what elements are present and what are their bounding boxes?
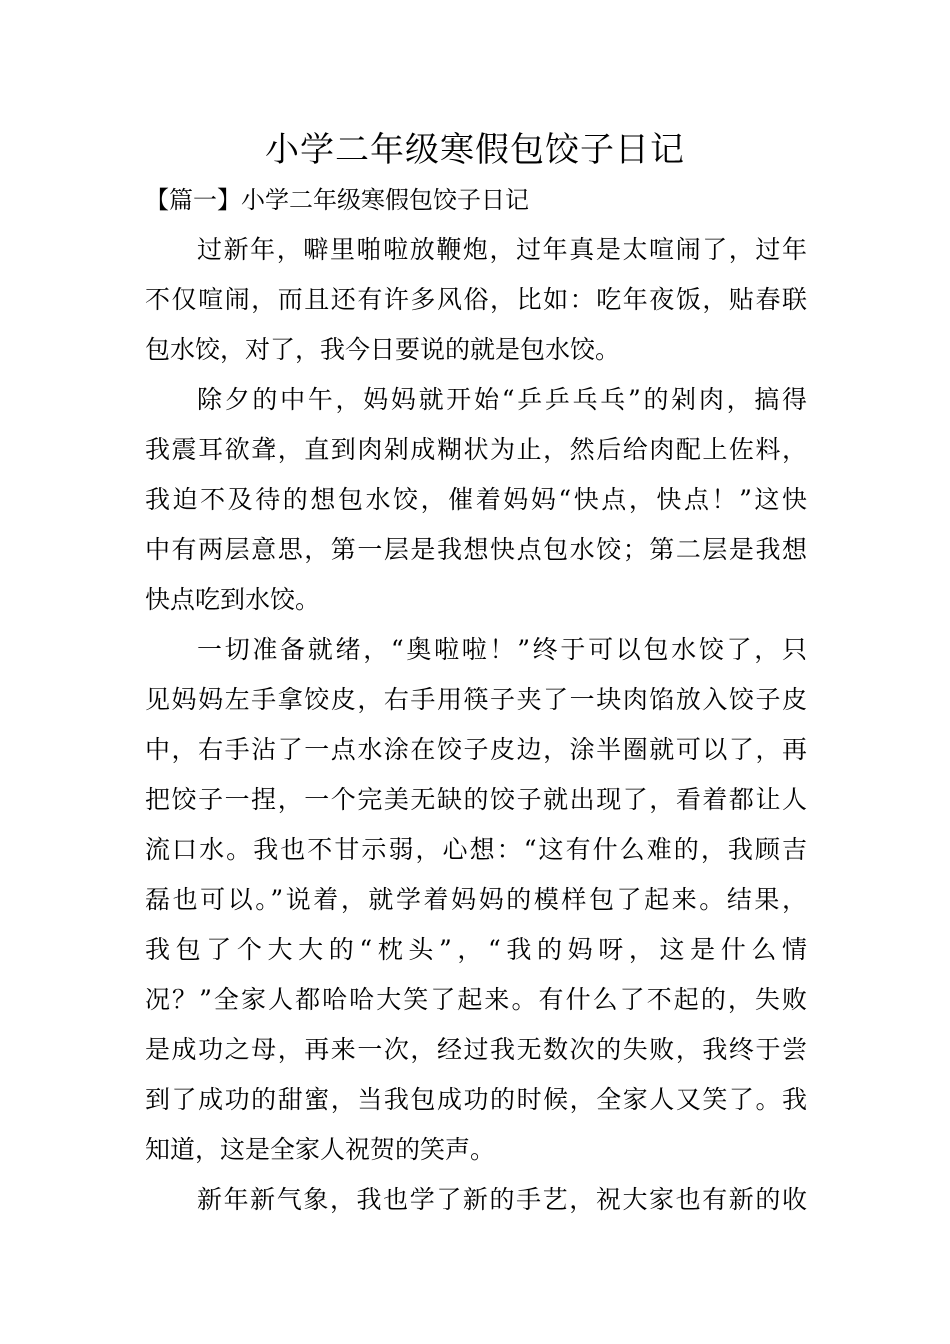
text-line: 知道，这是全家人祝贺的笑声。: [145, 1135, 496, 1164]
text-line: 包水饺，对了，我今日要说的就是包水饺。: [145, 335, 621, 364]
text-line: 快点吃到水饺。: [145, 585, 321, 614]
text-line: 流口水。我也不甘示弱，心想：“这有什么难的，我顾吉: [145, 835, 807, 864]
text-line: 过新年，噼里啪啦放鞭炮，过年真是太喧闹了，过年: [197, 235, 807, 264]
diary-body: [145, 225, 807, 1225]
text-line: 一切准备就绪，“奥啦啦！”终于可以包水饺了，只: [197, 635, 807, 664]
text-line: 新年新气象，我也学了新的手艺，祝大家也有新的收: [197, 1185, 807, 1214]
text-line: 我震耳欲聋，直到肉剁成糊状为止，然后给肉配上佐料，: [145, 435, 807, 464]
text-line: 中有两层意思，第一层是我想快点包水饺；第二层是我想: [145, 535, 807, 564]
text-line: 是成功之母，再来一次，经过我无数次的失败，我终于尝: [145, 1035, 807, 1064]
text-line: 不仅喧闹，而且还有许多风俗，比如：吃年夜饭，贴春联: [145, 285, 807, 314]
document-title: 小学二年级寒假包饺子日记: [265, 130, 685, 170]
text-line: 中，右手沾了一点水涂在饺子皮边，涂半圈就可以了，再: [145, 735, 807, 764]
text-line: 磊也可以。”说着，就学着妈妈的模样包了起来。结果，: [145, 885, 807, 914]
text-line: 况？”全家人都哈哈大笑了起来。有什么了不起的，失败: [145, 985, 807, 1014]
text-line: 我迫不及待的想包水饺，催着妈妈“快点，快点！”这快: [145, 485, 807, 514]
text-line: 见妈妈左手拿饺皮，右手用筷子夹了一块肉馅放入饺子皮: [145, 685, 807, 714]
text-line: 把饺子一捏，一个完美无缺的饺子就出现了，看着都让人: [145, 785, 807, 814]
text-line: 我包了个大大的“枕头”，“我的妈呀，这是什么情: [145, 935, 807, 964]
text-line: 到了成功的甜蜜，当我包成功的时候，全家人又笑了。我: [145, 1085, 807, 1114]
text-line: 除夕的中午，妈妈就开始“乒乒乓乓”的剁肉，搞得: [197, 385, 807, 414]
section-heading: 【篇一】小学二年级寒假包饺子日记: [145, 186, 529, 214]
